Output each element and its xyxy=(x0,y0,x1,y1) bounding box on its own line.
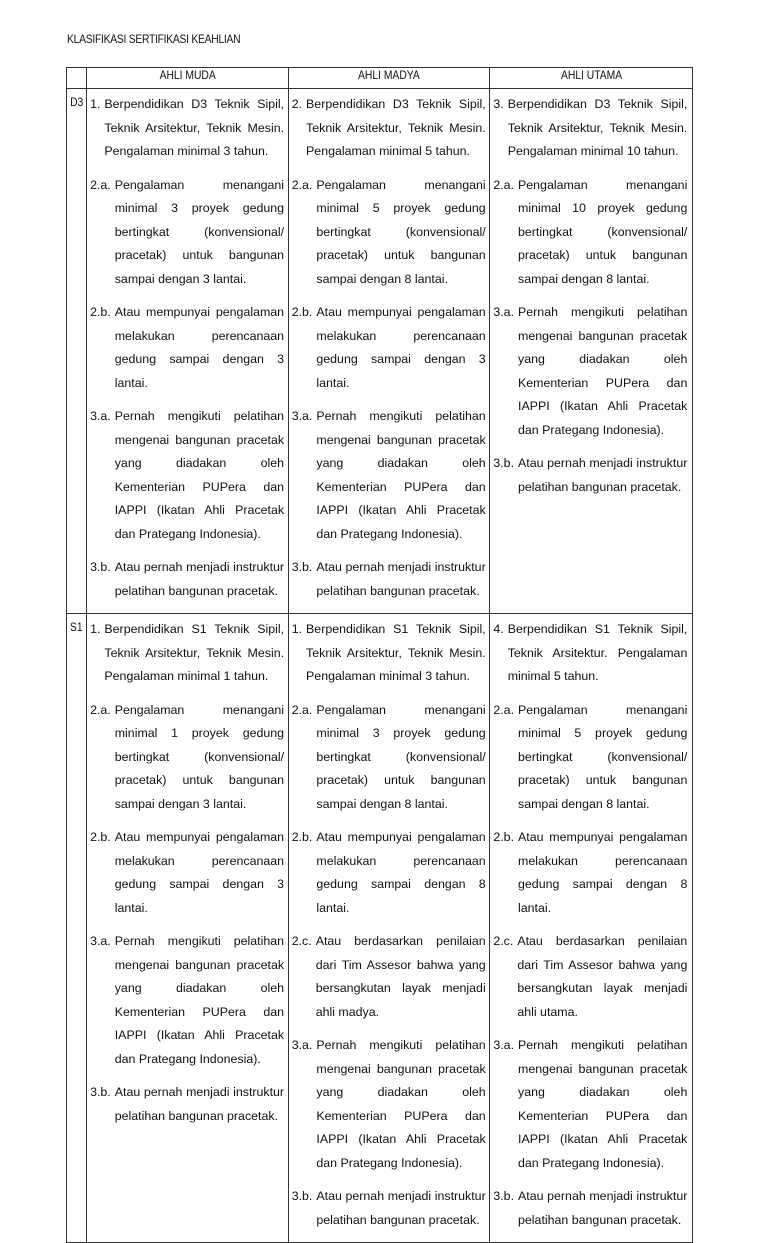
item-text: Pengalaman menangani minimal 5 proyek gedung bertingkat (konvensional/ pracetak) untuk bangunan sampai dengan 8 lantai. xyxy=(518,702,688,811)
list-item xyxy=(90,930,284,1071)
item-text: Atau pernah menjadi instruktur pelatihan bangunan pracetak. xyxy=(518,1189,688,1227)
table-row xyxy=(67,614,693,1243)
item-number: 3.a. xyxy=(291,409,313,423)
item-text: Pernah mengikuti pelatihan mengenai bangunan pracetak yang diadakan oleh Kementerian PUPera dan IAPPI (Ikatan Ahli Pracetak dan Prategang Indonesia). xyxy=(316,1038,486,1170)
item-number: 3.b. xyxy=(291,1189,313,1203)
item-number: 2.b. xyxy=(90,830,111,844)
cell-ahli-muda xyxy=(87,89,289,614)
item-number: 1. xyxy=(291,622,303,636)
item-number: 2.b. xyxy=(291,830,313,844)
item-text: Atau mempunyai pengalaman melakukan perencanaan gedung sampai dengan 3 lantai. xyxy=(316,305,486,390)
list-item xyxy=(493,930,687,1024)
item-text: Pernah mengikuti pelatihan mengenai bangunan pracetak yang diadakan oleh Kementerian PUPera dan IAPPI (Ikatan Ahli Pracetak dan Prategang Indonesia). xyxy=(518,305,688,437)
item-text: Berpendidikan D3 Teknik Sipil, Teknik Arsitektur, Teknik Mesin. Pengalaman minimal 10 tahun. xyxy=(507,97,688,158)
list-item xyxy=(90,405,284,546)
list-item xyxy=(493,1185,687,1232)
item-number: 3.b. xyxy=(291,560,313,574)
item-number: 3.a. xyxy=(90,934,111,948)
list-item xyxy=(90,1081,284,1128)
item-text: Pernah mengikuti pelatihan mengenai bangunan pracetak yang diadakan oleh Kementerian PUPera dan IAPPI (Ikatan Ahli Pracetak dan Prategang Indonesia). xyxy=(114,934,285,1066)
list-item xyxy=(90,93,284,164)
cell-ahli-madya xyxy=(288,614,490,1243)
cell-ahli-madya xyxy=(288,89,490,614)
item-text: Atau berdasarkan penilaian dari Tim Assesor bahwa yang bersangkutan layak menjadi ahli utama. xyxy=(517,934,688,1019)
header-row xyxy=(67,68,693,89)
item-text: Atau mempunyai pengalaman melakukan perencanaan gedung sampai dengan 3 lantai. xyxy=(114,830,285,915)
item-number: 2.b. xyxy=(291,305,313,319)
item-number: 2.a. xyxy=(90,702,111,717)
item-number: 3.a. xyxy=(90,409,111,423)
list-item xyxy=(493,618,687,689)
list-item xyxy=(292,618,486,689)
item-number: 2.b. xyxy=(90,305,111,319)
list-item xyxy=(90,174,284,292)
list-item xyxy=(292,1185,486,1232)
list-item xyxy=(493,174,687,292)
list-item xyxy=(90,618,284,689)
item-text: Pernah mengikuti pelatihan mengenai bangunan pracetak yang diadakan oleh Kementerian PUPera dan IAPPI (Ikatan Ahli Pracetak dan Prategang Indonesia). xyxy=(316,409,486,541)
item-text: Pengalaman menangani minimal 3 proyek gedung bertingkat (konvensional/ pracetak) untuk bangunan sampai dengan 8 lantai. xyxy=(316,702,486,811)
item-number: 2.a. xyxy=(493,702,515,717)
list-item xyxy=(292,930,486,1024)
table-body xyxy=(67,89,693,1243)
cell-ahli-utama xyxy=(490,614,693,1243)
item-text: Atau mempunyai pengalaman melakukan perencanaan gedung sampai dengan 8 lantai. xyxy=(316,830,486,915)
list-item xyxy=(292,556,486,603)
item-text: Atau pernah menjadi instruktur pelatihan bangunan pracetak. xyxy=(316,560,486,598)
list-item xyxy=(90,699,284,817)
list-item xyxy=(292,301,486,395)
corner-cell xyxy=(67,68,87,89)
item-number: 2.a. xyxy=(291,702,313,717)
item-text: Berpendidikan D3 Teknik Sipil, Teknik Arsitektur, Teknik Mesin. Pengalaman minimal 5 tahun. xyxy=(306,97,486,158)
item-number: 3.a. xyxy=(493,305,515,319)
item-text: Atau mempunyai pengalaman melakukan perencanaan gedung sampai dengan 8 lantai. xyxy=(518,830,688,915)
item-number: 4. xyxy=(493,622,504,636)
row-label: D3 xyxy=(67,89,87,614)
item-number: 2.a. xyxy=(493,177,515,192)
item-number: 1. xyxy=(90,97,101,111)
cell-ahli-utama xyxy=(490,89,693,614)
item-number: 3.a. xyxy=(291,1038,313,1052)
item-text: Atau pernah menjadi instruktur pelatihan bangunan pracetak. xyxy=(114,1085,285,1123)
item-text: Atau mempunyai pengalaman melakukan perencanaan gedung sampai dengan 3 lantai. xyxy=(114,305,285,390)
item-number: 3.b. xyxy=(90,560,111,574)
item-number: 3.a. xyxy=(493,1038,515,1052)
row-label: S1 xyxy=(67,614,87,1243)
list-item xyxy=(90,556,284,603)
item-number: 2.a. xyxy=(90,177,111,192)
item-number: 3.b. xyxy=(493,1189,515,1203)
item-number: 3.b. xyxy=(493,456,515,470)
item-number: 2.b. xyxy=(493,830,515,844)
item-number: 2.c. xyxy=(493,934,514,948)
item-text: Berpendidikan S1 Teknik Sipil, Teknik Arsitektur, Teknik Mesin. Pengalaman minimal 1 tahun. xyxy=(104,622,285,683)
item-text: Atau pernah menjadi instruktur pelatihan bangunan pracetak. xyxy=(518,456,688,494)
item-number: 3. xyxy=(493,97,504,111)
item-number: 2.a. xyxy=(291,177,313,192)
list-item xyxy=(90,826,284,920)
list-item xyxy=(493,452,687,499)
item-number: 2. xyxy=(291,97,303,111)
item-text: Atau berdasarkan penilaian dari Tim Assesor bahwa yang bersangkutan layak menjadi ahli madya. xyxy=(315,934,486,1019)
table-row xyxy=(67,89,693,614)
list-item xyxy=(292,699,486,817)
list-item xyxy=(493,301,687,442)
item-text: Atau pernah menjadi instruktur pelatihan bangunan pracetak. xyxy=(316,1189,486,1227)
item-text: Pengalaman menangani minimal 3 proyek gedung bertingkat (konvensional/ pracetak) untuk bangunan sampai dengan 3 lantai. xyxy=(114,177,285,286)
item-text: Berpendidikan S1 Teknik Sipil, Teknik Arsitektur. Pengalaman minimal 5 tahun. xyxy=(507,622,688,683)
item-text: Pengalaman menangani minimal 5 proyek gedung bertingkat (konvensional/ pracetak) untuk bangunan sampai dengan 8 lantai. xyxy=(316,177,486,286)
list-item xyxy=(493,699,687,817)
item-text: Berpendidikan S1 Teknik Sipil, Teknik Arsitektur, Teknik Mesin. Pengalaman minimal 3 tahun. xyxy=(306,622,486,683)
list-item xyxy=(292,405,486,546)
document-title: KLASIFIKASI SERTIFIKASI KEAHLIAN xyxy=(67,32,241,46)
item-text: Berpendidikan D3 Teknik Sipil, Teknik Arsitektur, Teknik Mesin. Pengalaman minimal 3 tahun. xyxy=(104,97,285,158)
list-item xyxy=(90,301,284,395)
header-ahli-utama: AHLI UTAMA xyxy=(490,68,693,89)
list-item xyxy=(292,1034,486,1175)
list-item xyxy=(292,174,486,292)
item-number: 3.b. xyxy=(90,1085,111,1099)
item-number: 2.c. xyxy=(291,934,312,948)
list-item xyxy=(493,1034,687,1175)
list-item xyxy=(292,93,486,164)
certification-table xyxy=(66,67,693,1243)
list-item xyxy=(493,826,687,920)
item-text: Atau pernah menjadi instruktur pelatihan bangunan pracetak. xyxy=(114,560,285,598)
cell-ahli-muda xyxy=(87,614,289,1243)
item-text: Pengalaman menangani minimal 10 proyek gedung bertingkat (konvensional/ pracetak) untuk bangunan sampai dengan 8 lantai. xyxy=(518,177,688,286)
item-text: Pernah mengikuti pelatihan mengenai bangunan pracetak yang diadakan oleh Kementerian PUPera dan IAPPI (Ikatan Ahli Pracetak dan Prategang Indonesia). xyxy=(518,1038,688,1170)
item-text: Pernah mengikuti pelatihan mengenai bangunan pracetak yang diadakan oleh Kementerian PUPera dan IAPPI (Ikatan Ahli Pracetak dan Prategang Indonesia). xyxy=(114,409,285,541)
list-item xyxy=(493,93,687,164)
item-text: Pengalaman menangani minimal 1 proyek gedung bertingkat (konvensional/ pracetak) untuk bangunan sampai dengan 3 lantai. xyxy=(114,702,285,811)
header-ahli-madya: AHLI MADYA xyxy=(288,68,490,89)
list-item xyxy=(292,826,486,920)
item-number: 1. xyxy=(90,622,101,636)
header-ahli-muda: AHLI MUDA xyxy=(87,68,289,89)
